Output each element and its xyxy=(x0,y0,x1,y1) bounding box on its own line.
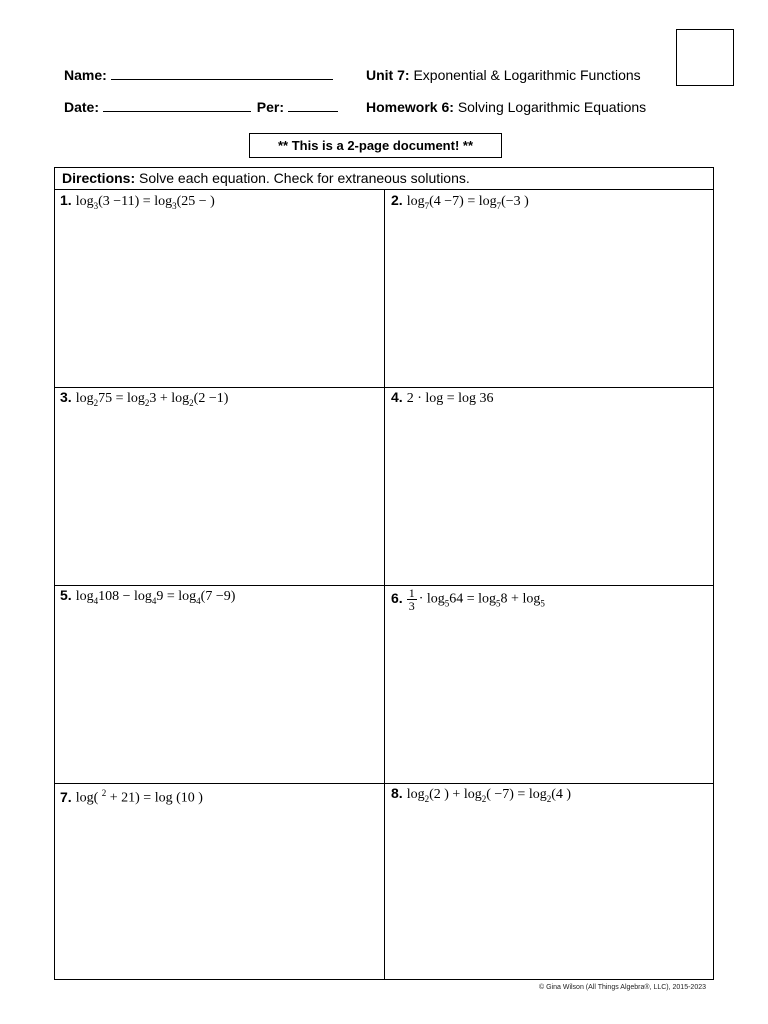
score-box xyxy=(676,29,734,86)
one-third-fraction: $\frac{1}{3}$ xyxy=(408,586,415,613)
problem-number: 2. xyxy=(391,192,403,208)
problem-number: 7. xyxy=(60,788,72,805)
row-divider-1 xyxy=(55,387,713,388)
homework-label: Homework 6: xyxy=(366,99,454,115)
problem-6: 6. $\frac{1}{3}$ · $\log_564 = \log_58 + \log_5$ xyxy=(391,586,545,613)
problem-number: 4. xyxy=(391,389,403,405)
two-page-banner: ** This is a 2-page document! ** xyxy=(249,133,502,158)
name-field[interactable] xyxy=(111,66,333,80)
date-line xyxy=(64,98,338,116)
unit-line xyxy=(366,66,641,84)
date-label: Date: xyxy=(64,99,100,115)
name-line xyxy=(64,66,333,84)
homework-line xyxy=(366,98,646,116)
problem-3: 3. $\log_275 = \log_23 + \log_2(2 -1)$ xyxy=(60,389,229,408)
unit-label: Unit 7: xyxy=(366,67,410,83)
problem-5: 5. $\log_4108 - \log_49 = \log_4(7 -9)$ xyxy=(60,587,236,606)
problem-number: 3. xyxy=(60,389,72,405)
problem-7: 7. log( $^2$ + 21) = log (10 ) xyxy=(60,788,203,806)
problem-number: 6. xyxy=(391,589,403,606)
name-label: Name: xyxy=(64,67,107,83)
directions-label: Directions: xyxy=(62,170,136,186)
date-field[interactable] xyxy=(103,98,251,112)
per-label: Per: xyxy=(256,99,285,115)
problem-1: 1. $\log_3(3 -11) = \log_3(25$ − ) xyxy=(60,192,215,211)
per-field[interactable] xyxy=(288,98,338,112)
copyright-footer: © Gina Wilson (All Things Algebra®, LLC), 2015-2023 xyxy=(539,984,706,991)
problem-4: 4. 2 · log = log 36 xyxy=(391,389,494,406)
problem-number: 8. xyxy=(391,785,403,801)
row-divider-3 xyxy=(55,783,713,784)
directions-text: Solve each equation. Check for extraneous solutions. xyxy=(139,170,470,186)
homework-title: Solving Logarithmic Equations xyxy=(457,99,647,115)
problem-number: 5. xyxy=(60,587,72,603)
problem-8: 8. $\log_2(2$ ) + $\log_2( -7) = \log_2(4$ ) xyxy=(391,785,572,804)
row-divider-2 xyxy=(55,585,713,586)
directions-row xyxy=(55,168,713,190)
problem-2: 2. $\log_7(4 -7) = \log_7(-3$ ) xyxy=(391,192,529,211)
unit-title: Exponential & Logarithmic Functions xyxy=(413,67,641,83)
problem-number: 1. xyxy=(60,192,72,208)
problem-grid xyxy=(54,167,714,980)
